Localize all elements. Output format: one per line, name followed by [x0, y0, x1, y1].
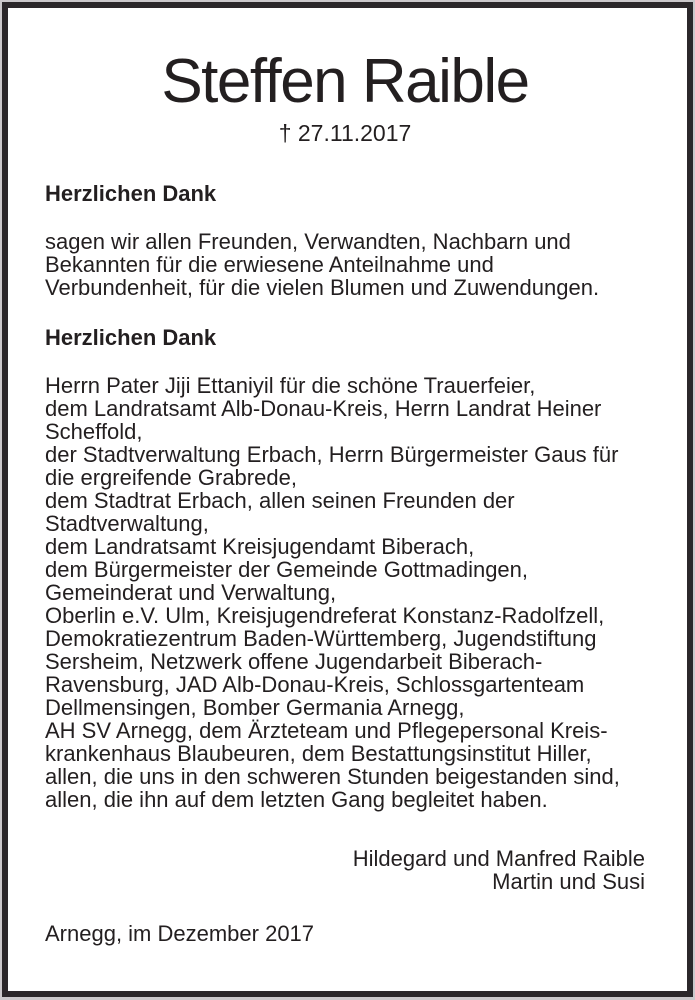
obituary-notice-frame [2, 2, 693, 997]
signature-line: Hildegard und Manfred Raible [352, 846, 645, 871]
thanks-line: allen, die ihn auf dem letzten Gang begleitet haben. [45, 787, 548, 812]
thanks-line: krankenhaus Blaubeuren, dem Bestattungsinstitut Hiller, [45, 741, 592, 766]
thanks-heading-2: Herzlichen Dank [45, 325, 217, 350]
thanks-line: Herrn Pater Jiji Ettaniyil für die schöne Trauerfeier, [45, 373, 536, 398]
intro-line: Bekannten für die erwiesene Anteilnahme und [45, 252, 494, 277]
thanks-heading-1: Herzlichen Dank [45, 181, 217, 206]
thanks-line: Gemeinderat und Verwaltung, [45, 580, 337, 605]
thanks-line: AH SV Arnegg, dem Ärzteteam und Pflegepersonal Kreis- [45, 718, 608, 743]
thanks-line: Stadtverwaltung, [45, 511, 209, 536]
thanks-line: Demokratiezentrum Baden-Württemberg, Jugendstiftung [45, 626, 597, 651]
dateline: Arnegg, im Dezember 2017 [45, 921, 315, 946]
thanks-line: Oberlin e.V. Ulm, Kreisjugendreferat Konstanz-Radolfzell, [45, 603, 605, 628]
thanks-line: allen, die uns in den schweren Stunden beigestanden sind, [45, 764, 620, 789]
signature [45, 847, 645, 893]
thanks-line: dem Landratsamt Kreisjugendamt Biberach, [45, 534, 475, 559]
intro-paragraph [45, 230, 645, 299]
thanks-line: dem Landratsamt Alb-Donau-Kreis, Herrn Landrat Heiner [45, 396, 602, 421]
obituary-content [8, 46, 687, 945]
signature-line: Martin und Susi [492, 869, 645, 894]
thanks-line: Ravensburg, JAD Alb-Donau-Kreis, Schlossgartenteam [45, 672, 585, 697]
thanks-line: Scheffold, [45, 419, 143, 444]
thanks-line: Dellmensingen, Bomber Germania Arnegg, [45, 695, 465, 720]
thanks-list [45, 374, 645, 811]
thanks-line: der Stadtverwaltung Erbach, Herrn Bürgermeister Gaus für [45, 442, 619, 467]
thanks-line: dem Bürgermeister der Gemeinde Gottmadingen, [45, 557, 529, 582]
deceased-name: Steffen Raible [161, 47, 529, 116]
thanks-line: die ergreifende Grabrede, [45, 465, 297, 490]
death-date: † 27.11.2017 [278, 120, 412, 146]
thanks-line: dem Stadtrat Erbach, allen seinen Freunden der [45, 488, 515, 513]
thanks-line: Sersheim, Netzwerk offene Jugendarbeit Biberach- [45, 649, 543, 674]
intro-line: sagen wir allen Freunden, Verwandten, Nachbarn und [45, 229, 571, 254]
intro-line: Verbundenheit, für die vielen Blumen und Zuwendungen. [45, 275, 600, 300]
